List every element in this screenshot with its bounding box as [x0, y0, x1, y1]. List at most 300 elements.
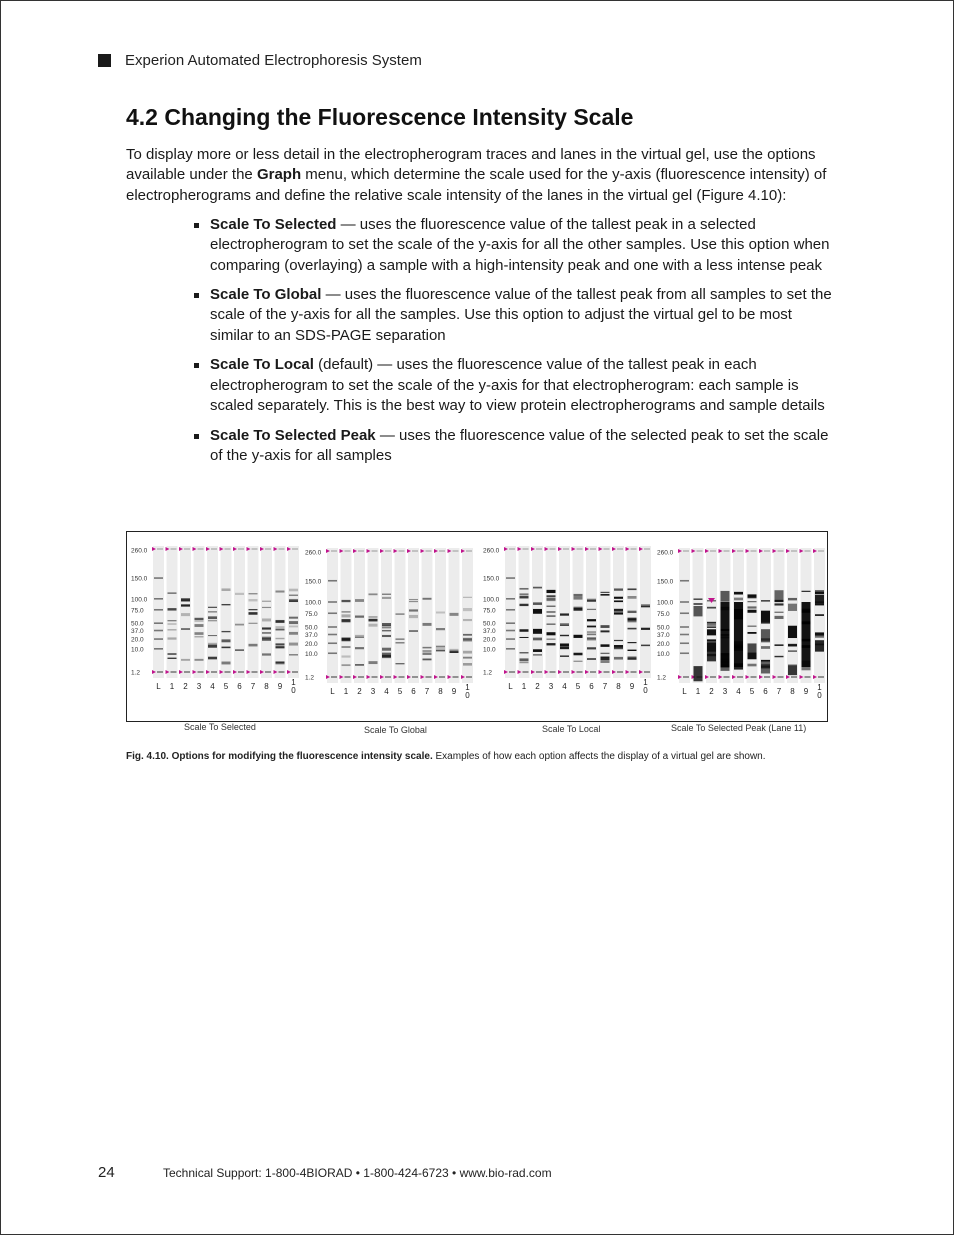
- gel-band: [276, 646, 285, 648]
- lane-label: 1: [169, 682, 175, 691]
- gel-band: [641, 628, 650, 630]
- running-header: [98, 52, 422, 69]
- gel-band: [734, 598, 743, 601]
- gel-band: [262, 627, 271, 629]
- lane-label: 8: [790, 687, 795, 696]
- gel-band: [707, 647, 716, 662]
- gel-band: [195, 636, 204, 637]
- ladder-band: [680, 580, 689, 582]
- gel-band: [168, 620, 177, 621]
- gel-band: [436, 611, 445, 613]
- gel-lane: [327, 548, 338, 683]
- ladder-band: [506, 609, 515, 611]
- gel-band: [560, 635, 569, 636]
- gel-lane: [395, 548, 406, 683]
- gel-band: [168, 653, 177, 655]
- gel-band: [222, 631, 231, 632]
- gel-band: [748, 626, 757, 627]
- gel-band: [382, 630, 391, 631]
- section-title: 4.2 Changing the Fluorescence Intensity Scale: [126, 104, 634, 130]
- marker-label: 50.0: [131, 620, 144, 628]
- gel-band: [436, 646, 445, 647]
- gel-band: [355, 599, 364, 602]
- bullet-item: [192, 426, 832, 467]
- lane-label: 7: [602, 682, 608, 691]
- gel-band: [520, 658, 529, 661]
- gel-band: [382, 594, 391, 595]
- gel-band: [249, 612, 258, 615]
- footer-support-text: Technical Support: 1-800-4BIORAD • 1-800-424-6723 • www.bio-rad.com: [163, 1166, 552, 1180]
- gel-band: [628, 596, 637, 599]
- gel-band: [587, 658, 596, 660]
- marker-label: 37.0: [131, 628, 144, 636]
- ladder-band: [506, 638, 515, 640]
- gel-band: [249, 599, 258, 601]
- gel-band: [181, 598, 190, 600]
- gel-band: [788, 598, 797, 600]
- lane-label: 7: [250, 682, 256, 691]
- bullet-term: Scale To Selected: [210, 216, 337, 233]
- lane-label: 1: [695, 687, 701, 696]
- gel-band: [707, 623, 716, 626]
- gel-band: [423, 653, 432, 655]
- lane-label: L: [156, 682, 161, 691]
- gel-band: [208, 611, 217, 612]
- gel-band: [409, 617, 418, 618]
- gel-band: [788, 604, 797, 611]
- gel-band: [520, 596, 529, 598]
- gel-band: [168, 592, 177, 594]
- marker-label: 150.0: [483, 575, 500, 583]
- gel-band: [450, 651, 459, 653]
- panel-caption-scale-to-selected-peak: Scale To Selected Peak (Lane 11): [671, 723, 807, 733]
- bullet-term: Scale To Selected Peak: [210, 426, 376, 444]
- gel-band: [533, 587, 542, 589]
- marker-label: 75.0: [131, 607, 144, 615]
- header-square-icon: [98, 54, 111, 67]
- gel-band: [436, 628, 445, 630]
- gel-band: [409, 615, 418, 617]
- gel-band: [601, 592, 610, 593]
- marker-label: 75.0: [657, 610, 670, 618]
- marker-label: 75.0: [305, 610, 318, 618]
- gel-band: [369, 661, 378, 664]
- gel-band: [788, 666, 797, 675]
- gel-band: [342, 600, 351, 602]
- gel-band: [289, 626, 298, 628]
- lane-label-part: 0: [817, 691, 822, 700]
- ladder-band: [680, 642, 689, 644]
- gel-band: [276, 591, 285, 593]
- gel-band: [195, 621, 204, 622]
- lane-label-part: 0: [643, 686, 648, 695]
- saturated-band: [734, 602, 743, 667]
- bullet-list: [192, 215, 832, 475]
- gel-band: [628, 588, 637, 590]
- marker-label: 260.0: [483, 547, 500, 555]
- bullet-text: (default) — uses the fluorescence value of the tallest peak in each electropherogram to set the scale of the y-axis for that electropherogram: each sample is scaled separately. This is the best way to view protein electropherograms and sample details: [210, 356, 825, 414]
- gel-lane: [519, 546, 530, 678]
- gel-band: [382, 648, 391, 651]
- gel-band: [533, 629, 542, 631]
- lane-label-part: 0: [291, 686, 296, 695]
- gel-band: [463, 663, 472, 666]
- gel-band: [748, 632, 757, 634]
- lane-label: 9: [277, 682, 283, 691]
- gel-band: [560, 646, 569, 649]
- gel-band: [342, 637, 351, 640]
- gel-band: [547, 606, 556, 607]
- gel-band: [289, 595, 298, 596]
- intro-bold-graph: Graph: [256, 166, 302, 184]
- lane-label: 9: [451, 687, 457, 696]
- marker-label: 1.2: [305, 674, 315, 682]
- gel-band: [276, 627, 285, 628]
- marker-label: 10.0: [305, 650, 318, 658]
- gel-band: [533, 649, 542, 652]
- gel-lane: [221, 546, 232, 678]
- gel-band: [463, 651, 472, 654]
- panel-caption-scale-to-global: Scale To Global: [364, 725, 427, 735]
- gel-lane: [422, 548, 433, 683]
- gel-band: [815, 590, 824, 591]
- lane-label-part: 1: [817, 683, 822, 692]
- ladder-band: [154, 622, 163, 624]
- gel-band: [815, 644, 824, 646]
- gel-band: [450, 613, 459, 616]
- gel-band: [601, 625, 610, 628]
- gel-band: [533, 638, 542, 641]
- figure-caption-bold: Fig. 4.10. Options for modifying the fluorescence intensity scale.: [126, 751, 433, 762]
- gel-band: [289, 643, 298, 646]
- lane-label: 4: [210, 682, 215, 691]
- gel-lane: [248, 546, 259, 678]
- gel-band: [382, 653, 391, 655]
- gel-band: [235, 624, 244, 626]
- panel-caption-scale-to-selected: Scale To Selected: [184, 722, 256, 732]
- gel-band: [788, 651, 797, 652]
- bullet-square-icon: [194, 293, 199, 298]
- gel-band: [748, 606, 757, 608]
- bullet-item: [192, 215, 832, 276]
- lane-label: 8: [438, 687, 443, 696]
- ladder-band: [154, 648, 163, 650]
- gel-band: [560, 655, 569, 657]
- gel-band: [168, 629, 177, 631]
- gel-band: [369, 593, 378, 595]
- gel-band: [276, 643, 285, 645]
- ladder-band: [680, 634, 689, 636]
- lane-label-part: 1: [291, 678, 296, 687]
- bullet-term: Scale To Global: [210, 286, 322, 304]
- marker-label: 37.0: [657, 632, 670, 639]
- marker-label: 75.0: [483, 607, 496, 615]
- gel-band: [222, 647, 231, 649]
- gel-band: [262, 607, 271, 608]
- gel-band: [641, 645, 650, 647]
- gel-band: [775, 604, 784, 605]
- lane-label: L: [682, 687, 687, 696]
- ladder-band: [154, 598, 163, 600]
- gel-band: [707, 626, 716, 627]
- lane-label: 9: [629, 682, 635, 691]
- gel-band: [775, 590, 784, 602]
- gel-band: [560, 623, 569, 624]
- gel-band: [547, 632, 556, 635]
- gel-band: [761, 600, 770, 602]
- bullet-square-icon: [194, 223, 199, 228]
- ladder-band: [506, 648, 515, 650]
- gel-band: [235, 593, 244, 595]
- gel-band: [423, 659, 432, 661]
- gel-band: [694, 666, 703, 681]
- gel-band: [815, 595, 824, 605]
- gel-band: [587, 619, 596, 621]
- gel-band: [775, 644, 784, 646]
- gel-band: [788, 626, 797, 638]
- gel-band: [547, 643, 556, 645]
- lane-label-part: 1: [465, 683, 470, 692]
- gel-band: [409, 609, 418, 611]
- lane-label: 5: [397, 687, 403, 696]
- gel-band: [748, 664, 757, 667]
- gel-band: [601, 644, 610, 647]
- gel-band: [436, 648, 445, 650]
- gel-band: [614, 657, 623, 660]
- gel-band: [222, 588, 231, 591]
- lane-label: 3: [370, 687, 376, 696]
- gel-band: [369, 619, 378, 622]
- gel-band: [761, 646, 770, 649]
- gel-band: [289, 621, 298, 624]
- gel-band: [574, 653, 583, 656]
- gel-band: [547, 639, 556, 640]
- marker-label: 10.0: [131, 646, 144, 654]
- gel-band: [409, 601, 418, 602]
- gel-band: [587, 647, 596, 649]
- lane-label-part: 0: [465, 691, 470, 700]
- ladder-band: [328, 580, 337, 582]
- gel-band: [262, 654, 271, 656]
- gel-band: [208, 635, 217, 636]
- marker-label: 100.0: [131, 596, 148, 604]
- gel-band: [463, 639, 472, 642]
- gel-lane: [435, 548, 446, 683]
- gel-band: [195, 624, 204, 627]
- lane-label: 2: [357, 687, 362, 696]
- ladder-band: [154, 577, 163, 579]
- gel-band: [694, 599, 703, 600]
- gel-band: [396, 642, 405, 643]
- gel-band: [235, 649, 244, 650]
- lane-label: 3: [548, 682, 554, 691]
- intro-paragraph: [126, 145, 831, 206]
- gel-lane: [261, 546, 272, 678]
- gel-lane: [640, 546, 651, 678]
- lane-label: 4: [736, 687, 741, 696]
- marker-label: 100.0: [305, 599, 322, 607]
- gel-band: [587, 634, 596, 636]
- ladder-band: [154, 638, 163, 640]
- figure-caption: [126, 751, 766, 762]
- gel-band: [761, 638, 770, 640]
- lane-label: 2: [183, 682, 188, 691]
- gel-band: [436, 650, 445, 651]
- marker-label: 260.0: [657, 549, 674, 557]
- bullet-term: Scale To Local: [210, 356, 314, 374]
- marker-label: 10.0: [483, 646, 496, 654]
- gel-band: [289, 654, 298, 655]
- gel-band: [423, 623, 432, 626]
- page-number: 24: [98, 1164, 115, 1181]
- gel-band: [707, 629, 716, 635]
- marker-label: 37.0: [305, 632, 318, 639]
- lane-label: 8: [616, 682, 621, 691]
- lane-label: [465, 683, 470, 700]
- gel-band: [533, 602, 542, 605]
- lane-label: 2: [709, 687, 714, 696]
- gel-band: [520, 652, 529, 653]
- saturated-band: [802, 602, 811, 667]
- gel-band: [355, 664, 364, 666]
- gel-band: [815, 640, 824, 651]
- gel-lane: [354, 548, 365, 683]
- gel-lane: [706, 548, 717, 683]
- marker-label: 260.0: [131, 547, 148, 555]
- ladder-band: [506, 577, 515, 579]
- gel-band: [788, 665, 797, 666]
- gel-band: [775, 656, 784, 657]
- gel-band: [208, 657, 217, 660]
- lane-label: [643, 678, 648, 695]
- ladder-band: [680, 652, 689, 654]
- gel-band: [533, 654, 542, 655]
- gel-band: [382, 623, 391, 626]
- bullet-item: [192, 355, 832, 416]
- gel-band: [208, 620, 217, 622]
- gel-band: [262, 632, 271, 634]
- ladder-band: [328, 626, 337, 628]
- gel-band: [463, 657, 472, 659]
- gel-band: [208, 643, 217, 645]
- lane-label: 7: [424, 687, 430, 696]
- gel-lane: [153, 546, 164, 678]
- virtual-gel-image: [127, 532, 827, 721]
- gel-band: [533, 609, 542, 612]
- gel-band: [547, 611, 556, 612]
- gel-band: [208, 616, 217, 619]
- gel-band: [614, 647, 623, 649]
- gel-band: [574, 661, 583, 662]
- gel-band: [587, 600, 596, 602]
- gel-band: [289, 632, 298, 635]
- gel-band: [342, 611, 351, 613]
- gel-band: [168, 608, 177, 610]
- gel-lane: [288, 546, 299, 678]
- gel-band: [815, 614, 824, 616]
- gel-band: [355, 647, 364, 649]
- lane-label: [817, 683, 822, 700]
- gel-band: [463, 634, 472, 636]
- lane-label: 3: [196, 682, 202, 691]
- gel-lane: [559, 546, 570, 678]
- gel-band: [396, 663, 405, 664]
- lane-label: 6: [589, 682, 594, 691]
- gel-band: [601, 594, 610, 596]
- gel-band: [748, 601, 757, 602]
- gel-band: [222, 639, 231, 642]
- gel-band: [761, 660, 770, 674]
- ladder-band: [328, 634, 337, 636]
- gel-band: [587, 631, 596, 633]
- gel-band: [181, 628, 190, 630]
- marker-label: 50.0: [657, 624, 670, 632]
- gel-band: [181, 613, 190, 616]
- gel-band: [694, 603, 703, 605]
- ladder-band: [328, 612, 337, 614]
- marker-label: 50.0: [305, 624, 318, 632]
- gel-band: [289, 599, 298, 601]
- gel-band: [560, 613, 569, 615]
- bullet-text: — uses the fluorescence value of the tallest peak in a selected electropherogram to set the scale of the y-axis for all the other samples. Use this option when comparing (overlaying) a sample with a high-intensity peak and one with a less intense peak: [210, 216, 830, 274]
- gel-band: [707, 607, 716, 609]
- gel-lane: [234, 546, 245, 678]
- ladder-band: [506, 598, 515, 600]
- intro-after: menu, which determine the scale used for the y-axis (fluorescence intensity) of electropherograms and define the relative scale intensity of the lanes in the virtual gel (Figure 4.10):: [126, 166, 827, 204]
- gel-band: [547, 595, 556, 597]
- marker-label: 1.2: [131, 669, 141, 677]
- gel-band: [628, 642, 637, 643]
- intro-before: To display more or less detail in the electropherogram traces and lanes in the virtual gel, use the options available under the: [126, 146, 816, 184]
- gel-band: [775, 616, 784, 619]
- gel-band: [289, 616, 298, 617]
- gel-band: [533, 631, 542, 634]
- gel-band: [788, 645, 797, 646]
- lane-label: 4: [384, 687, 389, 696]
- lane-label: L: [330, 687, 335, 696]
- gel-band: [342, 614, 351, 617]
- gel-band: [195, 659, 204, 661]
- gel-band: [601, 660, 610, 663]
- gel-lane: [194, 546, 205, 678]
- lane-label: 8: [264, 682, 269, 691]
- ladder-band: [328, 601, 337, 603]
- gel-band: [396, 614, 405, 615]
- gel-band: [463, 597, 472, 598]
- gel-band: [614, 588, 623, 590]
- gel-band: [208, 645, 217, 648]
- gel-band: [262, 601, 271, 602]
- ladder-band: [506, 622, 515, 624]
- gel-band: [775, 612, 784, 613]
- gel-band: [276, 629, 285, 631]
- lane-label: 6: [237, 682, 242, 691]
- gel-band: [628, 611, 637, 613]
- gel-band: [547, 615, 556, 617]
- figure-caption-text: Examples of how each option affects the display of a virtual gel are shown.: [432, 751, 766, 762]
- gel-lane: [381, 548, 392, 683]
- gel-band: [249, 644, 258, 647]
- gel-band: [641, 604, 650, 606]
- lane-label-part: 1: [643, 678, 648, 687]
- gel-band: [249, 593, 258, 594]
- gel-band: [208, 607, 217, 608]
- gel-band: [168, 637, 177, 639]
- gel-band: [355, 637, 364, 638]
- header-title: Experion Automated Electrophoresis System: [125, 52, 422, 69]
- gel-band: [761, 611, 770, 623]
- lane-label: 3: [722, 687, 728, 696]
